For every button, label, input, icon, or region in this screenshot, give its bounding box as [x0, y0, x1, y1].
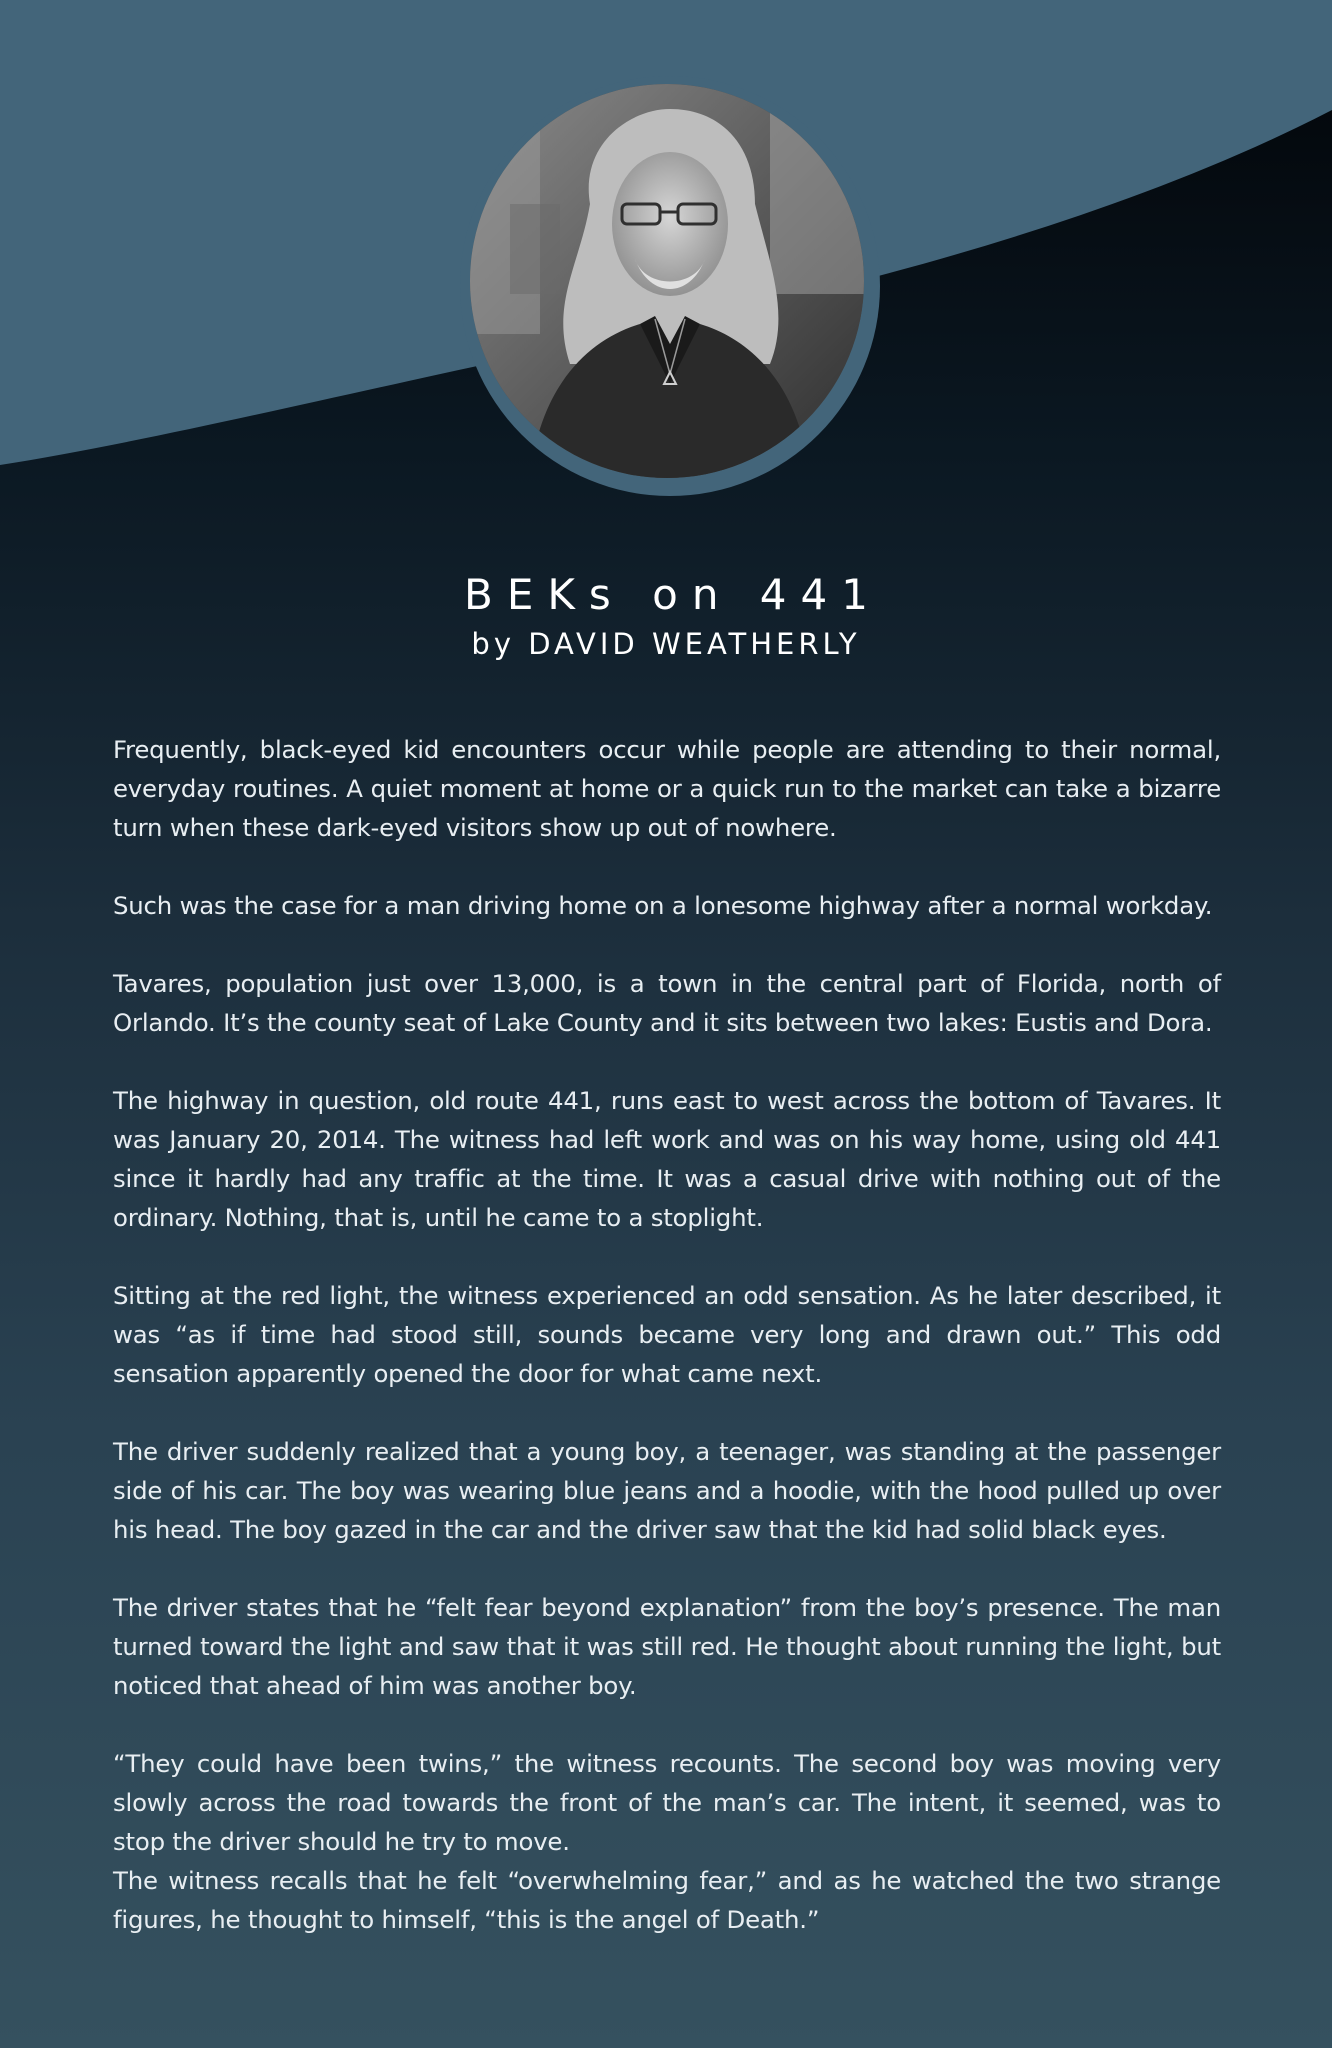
article-title: BEKs on 441: [464, 570, 882, 619]
paragraph: The driver suddenly realized that a young boy, a teenager, was standing at the passenger side of his car. The boy was wearing blue jeans and a hoodie, with the hood pulled up over his head. The boy gazed in the car and the driver saw that the kid had solid black eyes.: [113, 1437, 1221, 1544]
paragraph: Tavares, population just over 13,000, is a town in the central part of Florida, north of Orlando. It’s the county seat of Lake County and it sits between two lakes: Eustis and Dora.: [113, 969, 1221, 1037]
paragraph: “They could have been twins,” the witness recounts. The second boy was moving very slowly across the road towards the front of the man’s car. The intent, it seemed, was to stop the driver should he try to move.: [113, 1749, 1221, 1856]
paragraph: Sitting at the red light, the witness experienced an odd sensation. As he later described, it was “as if time had stood still, sounds became very long and drawn out.” This odd sensation apparently opened the door for what came next.: [113, 1281, 1221, 1388]
author-portrait-image: [470, 84, 864, 478]
paragraph: The witness recalls that he felt “overwhelming fear,” and as he watched the two strange figures, he thought to himself, “this is the angel of Death.”: [113, 1866, 1221, 1934]
paragraph: The highway in question, old route 441, runs east to west across the bottom of Tavares. It was January 20, 2014. The witness had left work and was on his way home, using old 441 since it hardly had any traffic at the time. It was a casual drive with nothing out of the ordinary. Nothing, that is, until he came to a stoplight.: [113, 1086, 1221, 1232]
paragraph: Such was the case for a man driving home on a lonesome highway after a normal workday.: [113, 891, 1213, 920]
paragraph: The driver states that he “felt fear beyond explanation” from the boy’s presence. The man turned toward the light and saw that it was still red. He thought about running the light, but noticed that ahead of him was another boy.: [113, 1593, 1221, 1700]
article-body: [113, 730, 1221, 1978]
author-byline: by DAVID WEATHERLY: [471, 627, 861, 661]
title-block: [0, 570, 1332, 661]
paragraph: Frequently, black-eyed kid encounters occur while people are attending to their normal, everyday routines. A quiet moment at home or a quick run to the market can take a bizarre turn when these dark-eyed visitors show up out of nowhere.: [113, 735, 1221, 842]
